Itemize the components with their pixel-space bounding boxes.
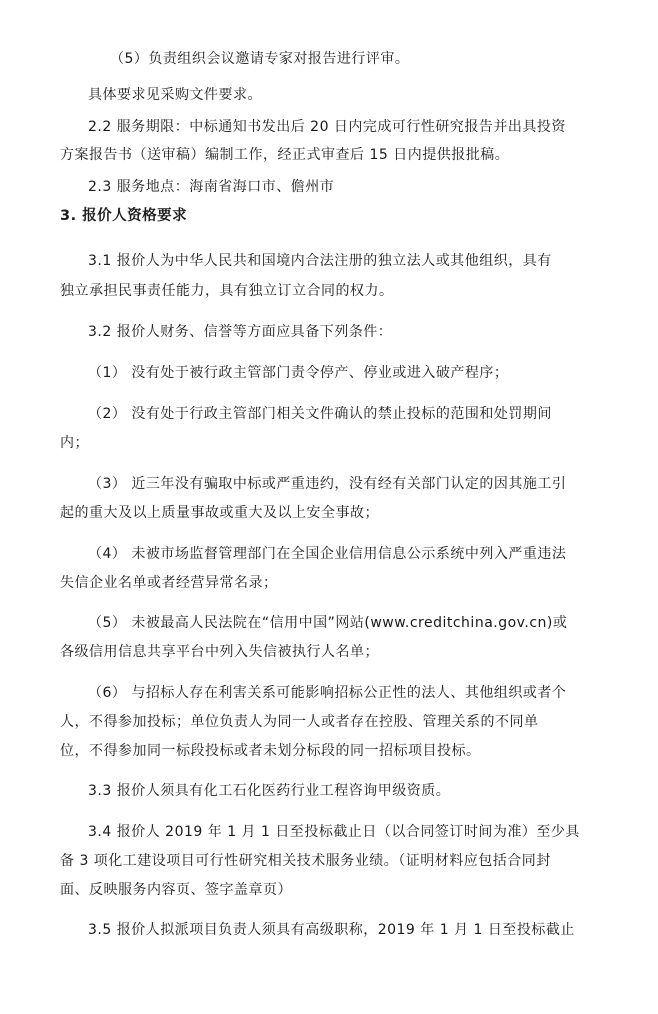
text-line: 具体要求见采购文件要求。 [88,87,262,103]
text-line: （4） 未被市场监督管理部门在全国企业信用信息公示系统中列入严重违法 [88,546,567,562]
text-line: 人，不得参加投标；单位负责人为同一人或者存在控股、管理关系的不同单 [60,714,539,730]
text-line: 起的重大及以上质量事故或重大及以上安全事故； [60,505,379,521]
text-line: （3） 近三年没有骗取中标或严重违约，没有经有关部门认定的因其施工引 [88,476,567,492]
text-line: （2） 没有处于行政主管部门相关文件确认的禁止投标的范围和处罚期间 [88,406,552,422]
text-line: 内； [60,435,89,451]
text-line: （1） 没有处于被行政主管部门责令停产、停业或进入破产程序； [88,365,509,381]
text-line: 2.2 服务期限：中标通知书发出后 20 日内完成可行性研究报告并出具投资 [88,119,566,135]
text-line: 失信企业名单或者经营异常名录； [60,575,278,591]
text-line: 3.3 报价人须具有化工石化医药行业工程咨询甲级资质。 [88,783,451,799]
text-line: 3.5 报价人拟派项目负责人须具有高级职称，2019 年 1 月 1 日至投标截止 [88,922,575,938]
text-line: 2.3 服务地点：海南省海口市、儋州市 [88,179,335,195]
section-heading: 3. 报价人资格要求 [60,208,188,224]
text-line: （6） 与招标人存在利害关系可能影响招标公正性的法人、其他组织或者个 [88,685,567,701]
text-line: 位，不得参加同一标段投标或者未划分标段的同一招标项目投标。 [60,743,481,759]
text-line: 3.1 报价人为中华人民共和国境内合法注册的独立法人或其他组织，具有 [88,253,552,269]
text-line: 备 3 项化工建设项目可行性研究相关技术服务业绩。（证明材料应包括合同封 [60,853,551,869]
text-line: 各级信用信息共享平台中列入失信被执行人名单； [60,644,379,660]
text-line: 独立承担民事责任能力，具有独立订立合同的权力。 [60,283,394,299]
text-line: （5）负责组织会议邀请专家对报告进行评审。 [110,51,410,67]
text-line: 3.4 报价人 2019 年 1 月 1 日至投标截止日（以合同签订时间为准）至少具 [88,824,580,840]
text-line: （5） 未被最高人民法院在“信用中国”网站(www.creditchina.gov.cn)或 [88,615,568,631]
text-line: 方案报告书（送审稿）编制工作，经正式审查后 15 日内提供报批稿。 [60,147,510,163]
text-line: 3.2 报价人财务、信誉等方面应具备下列条件： [88,324,393,340]
text-line: 面、反映服务内容页、签字盖章页） [60,882,292,898]
